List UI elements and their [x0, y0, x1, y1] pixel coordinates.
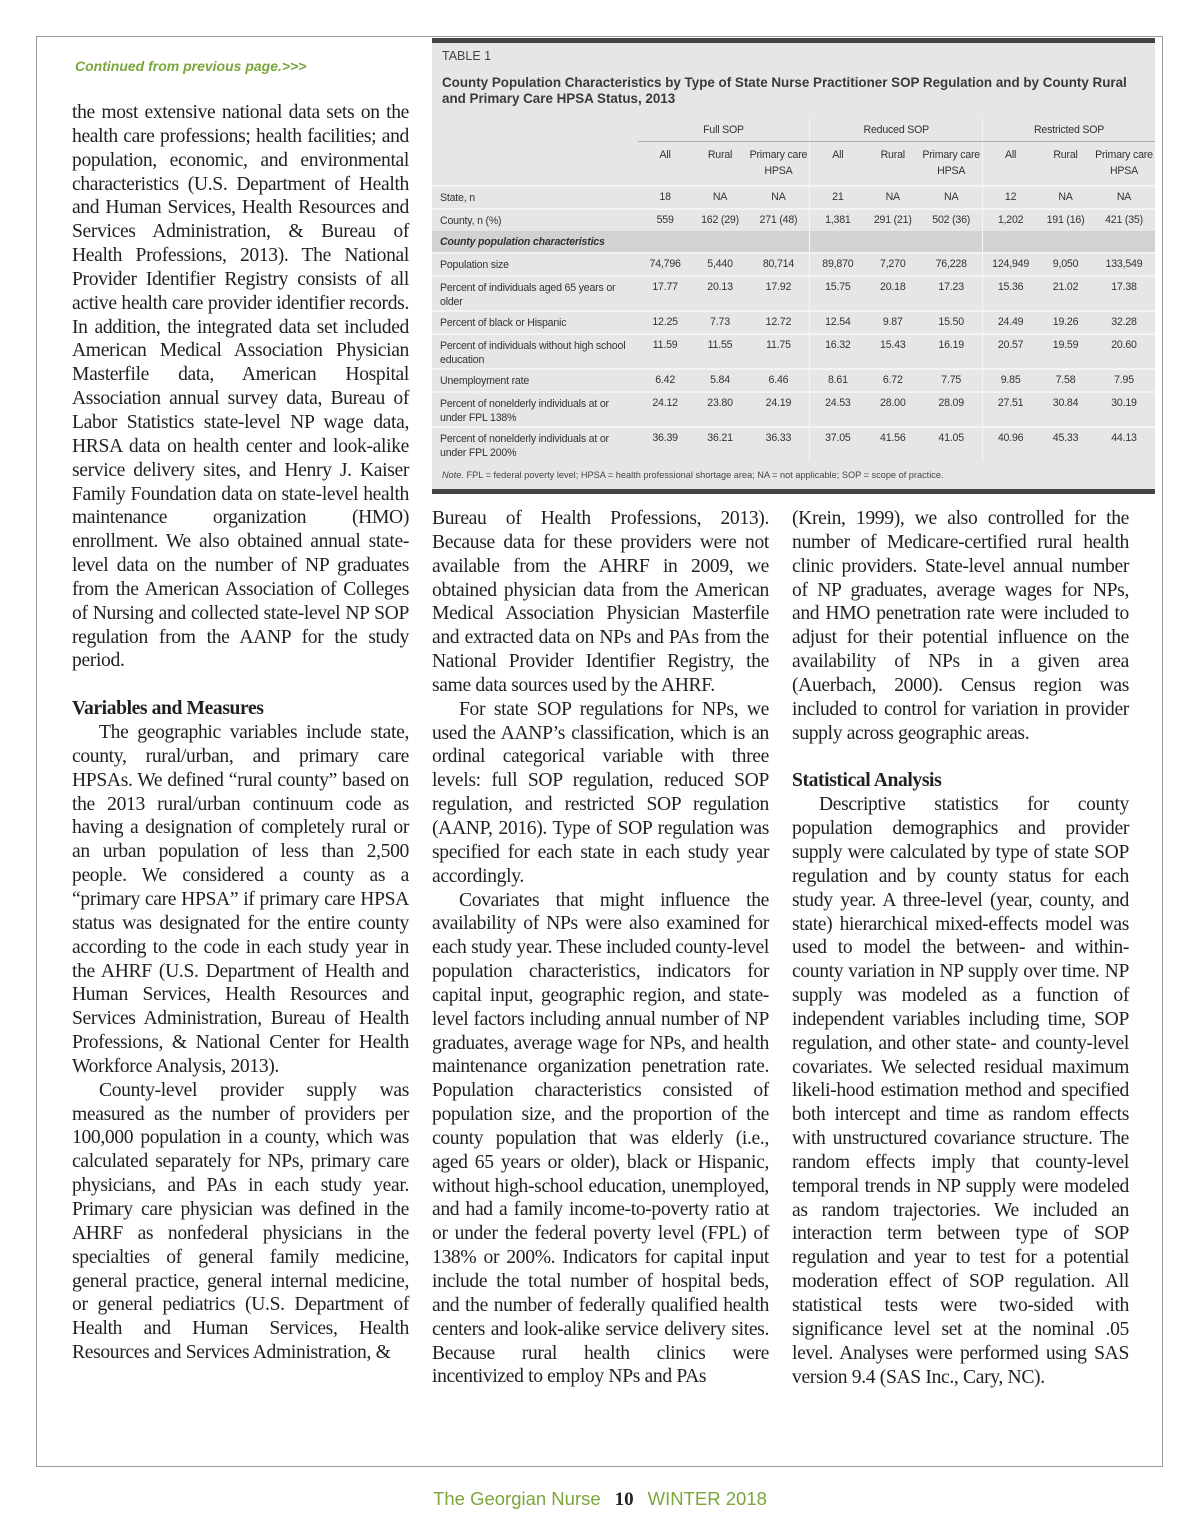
table-cell: 41.05 [920, 427, 982, 461]
table-cell: 5.84 [693, 369, 748, 392]
row-label: Unemployment rate [432, 369, 638, 392]
table-cell: 76,228 [920, 253, 982, 276]
table-cell: 20.60 [1093, 334, 1155, 369]
table-cell: 7.58 [1038, 369, 1093, 392]
column-header: Rural [1053, 149, 1078, 161]
row-label: Population size [432, 253, 638, 276]
issue-label: WINTER 2018 [647, 1488, 767, 1509]
table-cell: 19.26 [1038, 311, 1093, 334]
table-cell: 80,714 [747, 253, 809, 276]
table-cell: 20.57 [983, 334, 1038, 369]
paragraph: Descriptive statistics for county population demographics and provider supply were calculated by type of state SOP regulation and by county status for each study year. A three-level (year, county, and state) hierarchical mixed-effects model was used to model the between- and within-county variation in NP supply over time. NP supply was modeled as a function of independent variables including time, SOP regulation, and other state- and county-level covariates. We selected residual maximum likeli-hood estimation method and specified both intercept and time as random effects with unstructured covariance structure. The random effects imply that county-level temporal trends in NP supply were modeled as random trajectories. We included an interaction term between type of SOP regulation and year to test for a potential moderation effect of SOP regulation. All statistical tests were two-sided with significance level set at the nominal .05 level. Analyses were performed using SAS version 9.4 (SAS Inc., Cary, NC). [792, 794, 1129, 1388]
section-row-fill [638, 231, 810, 253]
table-cell: 1,202 [983, 209, 1038, 231]
section-row-label: County population characteristics [432, 231, 638, 253]
table-cell: 24.49 [983, 311, 1038, 334]
table-cell: 5,440 [693, 253, 748, 276]
table-cell: 11.75 [747, 334, 809, 369]
column-header: All [659, 149, 671, 161]
table-row [432, 334, 1155, 369]
table-cell: 12.54 [810, 311, 865, 334]
header-spacer [432, 142, 638, 187]
table-cell: 124,949 [983, 253, 1038, 276]
table-row [432, 209, 1155, 231]
table-cell: 89,870 [810, 253, 865, 276]
publication-name: The Georgian Nurse [433, 1488, 601, 1509]
table-cell: 559 [638, 209, 693, 231]
table-cell: 27.51 [983, 392, 1038, 427]
column-header: Primary care HPSA [749, 149, 808, 177]
paragraph: the most extensive national data sets on the health care professions; health facilities; and population, economic, and environmental characteristics (U.S. Department of Health and Human Services, Health Resources and Services Administration, & Bureau of Health Professions, 2013). The National Provider Identifier Registry consists of all active health care provider identifier records. In addition, the integrated data set included American Medical Association Physician Masterfile data, American Hospital Association annual survey data, Bureau of Labor Statistics state-level NP wage data, HRSA data on health center and look-alike service delivery sites, and Henry J. Kaiser Family Foundation data on state-level health maintenance organization (HMO) enrollment. We also obtained annual state-level data on the number of NP graduates from the American Association of Colleges of Nursing and collected state-level NP SOP regulation from the AANP for the study period. [72, 102, 409, 672]
table-cell: 20.13 [693, 276, 748, 311]
table-row [432, 392, 1155, 427]
table-cell: 21 [810, 186, 865, 209]
table-cell: 291 (21) [865, 209, 920, 231]
group-header: Full SOP [638, 119, 810, 142]
page-number: 10 [614, 1489, 634, 1510]
table-cell: 37.05 [810, 427, 865, 461]
table-cell: 15.43 [865, 334, 920, 369]
table-cell: 7.95 [1093, 369, 1155, 392]
table-cell: 20.18 [865, 276, 920, 311]
table-cell: 191 (16) [1038, 209, 1093, 231]
table-cell: 421 (35) [1093, 209, 1155, 231]
table-row [432, 276, 1155, 311]
table-row [432, 186, 1155, 209]
table-cell: 271 (48) [747, 209, 809, 231]
table-row [432, 253, 1155, 276]
table-cell: 28.09 [920, 392, 982, 427]
table-cell: 9.85 [983, 369, 1038, 392]
table-note [442, 470, 944, 481]
paragraph: For state SOP regulations for NPs, we used the AANP’s classification, which is an ordinal categorical variable with three levels: full SOP regulation, reduced SOP regulation, and restricted SOP regulation (AANP, 2016). Type of SOP regulation was specified for each state in each study year accordingly. [432, 698, 769, 887]
row-label: Percent of nonelderly individuals at or under FPL 200% [432, 427, 638, 461]
table-cell: 12 [983, 186, 1038, 209]
note-label: Note. [442, 470, 464, 480]
table-cell: NA [865, 186, 920, 209]
note-text: FPL = federal poverty level; HPSA = health professional shortage area; NA = not applicable; SOP = scope of practice. [463, 470, 944, 480]
table-cell: 32.28 [1093, 311, 1155, 334]
table-cell: NA [693, 186, 748, 209]
table-row [432, 427, 1155, 461]
table-cell: NA [747, 186, 809, 209]
table-cell: 36.39 [638, 427, 693, 461]
table-cell: 162 (29) [693, 209, 748, 231]
table-row [432, 369, 1155, 392]
column-header: Primary care HPSA [922, 149, 980, 177]
continued-note: Continued from previous page.>>> [75, 58, 307, 74]
section-heading-statistical-analysis: Statistical Analysis [792, 770, 942, 792]
table-cell: 36.21 [693, 427, 748, 461]
section-row-fill [810, 231, 983, 253]
section-heading-variables: Variables and Measures [72, 698, 264, 720]
table-label: TABLE 1 [442, 49, 492, 63]
column-1 [72, 101, 409, 1365]
header-spacer [432, 119, 638, 142]
table-cell: 18 [638, 186, 693, 209]
table-1 [432, 38, 1155, 494]
table-cell: 16.19 [920, 334, 982, 369]
table-cell: NA [1093, 186, 1155, 209]
table-cell: 7,270 [865, 253, 920, 276]
paragraph: Covariates that might influence the availability of NPs were also examined for each study year. These included county-level population characteristics, indicators for capital input, geographic region, and state-level factors including annual number of NP graduates, average wage for NPs, and health maintenance organization penetration rate. Population characteristics consisted of population size, and the proportion of the county population that was elderly (i.e., aged 65 years or older), black or Hispanic, without high-school education, unemployed, and had a family income-to-poverty ratio at or under the federal poverty level (FPL) of 138% or 200%. Indicators for capital input include the total number of hospital beds, and the number of federally qualified health centers and look-alike service delivery sites. Because rural health clinics were incentivized to employ NPs and PAs [432, 889, 769, 1388]
section-row-fill [983, 231, 1155, 253]
table-cell: 15.75 [810, 276, 865, 311]
table-title: County Population Characteristics by Type of State Nurse Practitioner SOP Regulation and by County Rural and Primary Care HPSA Status, 2013 [442, 75, 1127, 106]
column-header: Primary care HPSA [1095, 149, 1153, 177]
table-cell: 6.42 [638, 369, 693, 392]
table-cell: 24.53 [810, 392, 865, 427]
table-cell: 9,050 [1038, 253, 1093, 276]
table-cell: 17.92 [747, 276, 809, 311]
table-cell: 15.50 [920, 311, 982, 334]
table-cell: 6.72 [865, 369, 920, 392]
table-cell: 74,796 [638, 253, 693, 276]
table-cell: 45.33 [1038, 427, 1093, 461]
column-3 [792, 507, 1129, 1389]
page-footer [0, 1488, 1200, 1511]
row-label: Percent of nonelderly individuals at or under FPL 138% [432, 392, 638, 427]
table-cell: 19.59 [1038, 334, 1093, 369]
paragraph: The geographic variables include state, county, rural/urban, and primary care HPSAs. We defined “rural county” based on the 2013 rural/urban continuum code as having a designation of completely rural or an urban population of less than 2,500 people. We considered a county as a “primary care HPSA” if primary care HPSA status was designated for the entire county according to the code in each study year in the AHRF (U.S. Department of Health and Human Services, Health Resources and Services Administration, Bureau of Health Professions, & National Center for Health Workforce Analysis, 2013). [72, 722, 409, 1077]
column-header: All [983, 142, 1038, 187]
table-cell: 30.84 [1038, 392, 1093, 427]
row-label: State, n [432, 186, 638, 209]
table-cell: 12.25 [638, 311, 693, 334]
column-header: All [810, 142, 865, 187]
table-cell: 24.12 [638, 392, 693, 427]
table-cell: 23.80 [693, 392, 748, 427]
table-cell: NA [920, 186, 982, 209]
column-header: Rural [880, 149, 905, 161]
paragraph: (Krein, 1999), we also controlled for the number of Medicare-certified rural health clinic providers. State-level annual number of NP graduates, average wages for NPs, and HMO penetration rate were included to adjust for their potential influence on the availability of NPs in a given area (Auerbach, 2000). Census region was included to control for variation in provider supply across geographic areas. [792, 508, 1129, 744]
table-cell: 502 (36) [920, 209, 982, 231]
table-cell: 44.13 [1093, 427, 1155, 461]
table-cell: 133,549 [1093, 253, 1155, 276]
table-row [432, 311, 1155, 334]
table-cell: 9.87 [865, 311, 920, 334]
table-cell: 16.32 [810, 334, 865, 369]
table-cell: 17.77 [638, 276, 693, 311]
table-cell: 41.56 [865, 427, 920, 461]
table-cell: 17.23 [920, 276, 982, 311]
paragraph: Bureau of Health Professions, 2013). Because data for these providers were not available from the AHRF in 2009, we obtained physician data from the American Medical Association Physician Masterfile and extracted data on NPs and PAs from the National Provider Identifier Registry, the same data sources used by the AHRF. [432, 508, 769, 696]
table-cell: 15.36 [983, 276, 1038, 311]
table-cell: 12.72 [747, 311, 809, 334]
table-cell: 36.33 [747, 427, 809, 461]
table-cell: 24.19 [747, 392, 809, 427]
table-cell: 7.75 [920, 369, 982, 392]
table-cell: 8.61 [810, 369, 865, 392]
row-label: Percent of individuals without high school education [432, 334, 638, 369]
table-cell: 11.59 [638, 334, 693, 369]
group-header: Reduced SOP [810, 119, 983, 142]
column-header: Rural [707, 149, 733, 161]
table-cell: 11.55 [693, 334, 748, 369]
table-cell: 17.38 [1093, 276, 1155, 311]
table-cell: 40.96 [983, 427, 1038, 461]
table-cell: 21.02 [1038, 276, 1093, 311]
row-label: Percent of individuals aged 65 years or older [432, 276, 638, 311]
table-cell: 28.00 [865, 392, 920, 427]
data-table [432, 119, 1155, 461]
row-label: County, n (%) [432, 209, 638, 231]
table-cell: 30.19 [1093, 392, 1155, 427]
table-cell: NA [1038, 186, 1093, 209]
table-cell: 7.73 [693, 311, 748, 334]
table-cell: 1,381 [810, 209, 865, 231]
paragraph: County-level provider supply was measured as the number of providers per 100,000 population in a county, which was calculated separately for NPs, primary care physicians, and PAs in each study year. Primary care physician was defined in the AHRF as nonfederal physicians in the specialties of general family medicine, general practice, general internal medicine, or general pediatrics (U.S. Department of Health and Human Services, Health Resources and Services Administration, & [72, 1079, 409, 1364]
row-label: Percent of black or Hispanic [432, 311, 638, 334]
column-2 [432, 507, 769, 1389]
group-header: Restricted SOP [983, 119, 1155, 142]
table-cell: 6.46 [747, 369, 809, 392]
